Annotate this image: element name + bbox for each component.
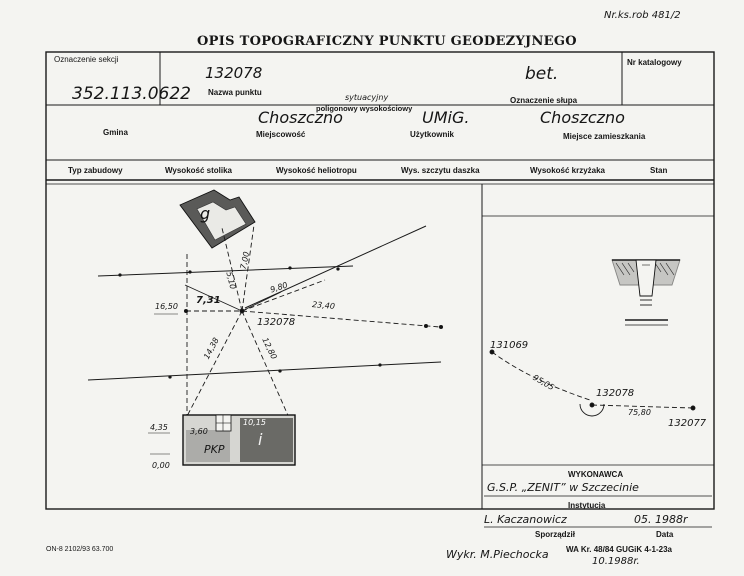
residence-value: Choszczno <box>540 108 625 127</box>
dist-9505: 95,05 <box>531 372 556 393</box>
point-132078-right: 132078 <box>596 388 635 399</box>
point-label: 132078 <box>257 317 296 328</box>
date-label: Data <box>656 530 674 539</box>
dist-510: 5,10 <box>224 270 238 291</box>
user-value: UMiG. <box>422 108 470 127</box>
situational-label: sytuacyjny <box>345 93 389 102</box>
pillar-label: Oznaczenie słupa <box>510 96 578 105</box>
section-value: 352.113.0622 <box>72 84 191 104</box>
drawn-date: 10.1988r. <box>592 556 640 567</box>
dist-7580: 75,80 <box>628 408 651 417</box>
col-building-type: Typ zabudowy <box>68 166 123 175</box>
dist-980: 9,80 <box>269 280 289 295</box>
dist-731: 7,31 <box>196 295 221 306</box>
catalog-number-label: Nr katalogowy <box>627 58 682 67</box>
col-state: Stan <box>650 166 668 175</box>
contractor-value: G.S.P. „ZENIT” w Szczecinie <box>487 481 639 494</box>
col-heliotrope-height: Wysokość heliotropu <box>276 166 357 175</box>
dist-2340: 23,40 <box>311 300 336 311</box>
building-i-label: i <box>258 430 263 449</box>
form-code-right: WA Kr. 48/84 GUGiK 4-1-23a <box>566 545 672 554</box>
residence-label: Miejsce zamieszkania <box>563 132 646 141</box>
col-roof-height: Wys. szczytu daszka <box>401 166 480 175</box>
prepared-by-value: L. Kaczanowicz <box>484 513 567 526</box>
dist-360: 3,60 <box>190 427 208 436</box>
point-131069: 131069 <box>490 340 529 351</box>
commune-value: Choszczno <box>258 108 343 127</box>
point-number: 132078 <box>205 64 263 82</box>
prepared-by-label: Sporządził <box>535 530 576 539</box>
ref-number: Nr.ks.rob 481/2 <box>604 10 681 21</box>
point-name-label: Nazwa punktu <box>208 88 262 97</box>
date-value: 05. 1988r <box>634 513 688 526</box>
pkp-label: PKP <box>204 443 225 456</box>
col-cross-height: Wysokość krzyżaka <box>530 166 606 175</box>
dist-1650: 16,50 <box>155 302 178 311</box>
form-code: ON-8 2102/93 63.700 <box>46 546 114 553</box>
dist-435: 4,35 <box>150 423 168 432</box>
user-label: Użytkownik <box>410 130 455 139</box>
section-label: Oznaczenie sekcji <box>54 55 119 64</box>
institution-label: Instytucja <box>568 501 606 510</box>
dist-700: 7,00 <box>238 250 252 271</box>
col-table-height: Wysokość stolika <box>165 166 232 175</box>
locality-label: Miejscowość <box>256 130 306 139</box>
contractor-label: WYKONAWCA <box>568 470 624 479</box>
pillar-value: bet. <box>525 64 559 84</box>
building-g-label: g <box>200 204 211 223</box>
point-132077: 132077 <box>668 418 707 429</box>
drawn-by: Wykr. M.Piechocka <box>446 548 549 561</box>
dist-1438: 14,38 <box>202 336 221 361</box>
commune-label: Gmina <box>103 128 128 137</box>
dist-1280: 12,80 <box>260 336 279 361</box>
page-title: OPIS TOPOGRAFICZNY PUNKTU GEODEZYJNEGO <box>197 34 577 49</box>
polygon-height-label: poligonowy wysokościowy <box>316 104 413 113</box>
dist-1015: 10,15 <box>243 418 266 427</box>
dist-000: 0,00 <box>152 461 170 470</box>
